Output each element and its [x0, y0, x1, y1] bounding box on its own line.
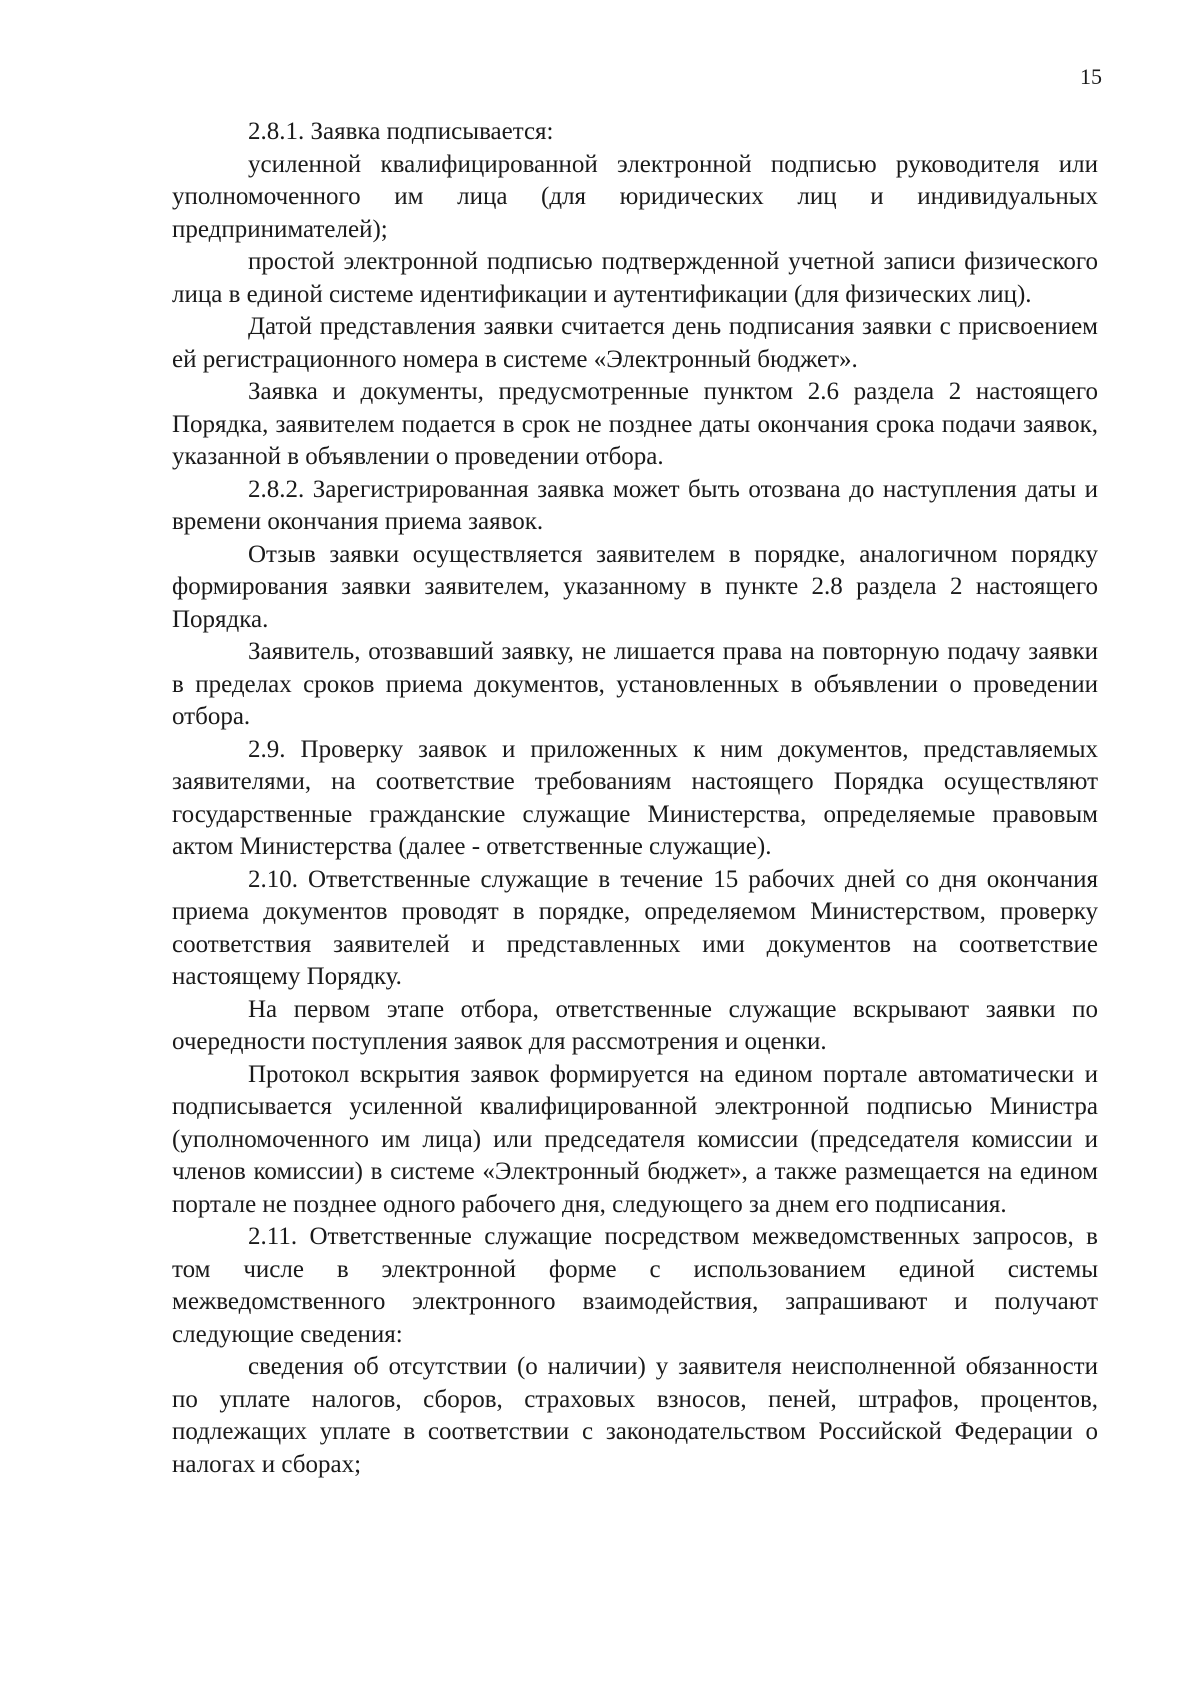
- paragraph-submission-deadline: Заявка и документы, предусмотренные пунктом 2.6 раздела 2 настоящего Порядка, заявителем подается в срок не позднее даты окончания срока подачи заявок, указанной в объявлении о проведении отбора.: [172, 378, 1098, 470]
- paragraph-withdrawal-procedure: Отзыв заявки осуществляется заявителем в порядке, аналогичном порядку формирования заявки заявителем, указанному в пункте 2.8 раздела 2 настоящего Порядка.: [172, 540, 1098, 633]
- paragraph-submission-date: Датой представления заявки считается день подписания заявки с присвоением ей регистрационного номера в системе «Электронный бюджет».: [172, 313, 1098, 373]
- paragraph-tax-information: сведения об отсутствии (о наличии) у заявителя неисполненной обязанности по уплате налогов, сборов, страховых взносов, пеней, штрафов, процентов, подлежащих уплате в соответствии с законодательством Российской Федерации о налогах и сборах;: [172, 1353, 1098, 1478]
- paragraph-2-9: 2.9. Проверку заявок и приложенных к ним документов, представляемых заявителями, на соответствие требованиям настоящего Порядка осуществляют государственные гражданские служащие Министерства, определяемые правовым актом Министерства (далее - ответственные служащие).: [172, 735, 1098, 860]
- page-number: 15: [1080, 64, 1102, 89]
- paragraph-2-8-1: 2.8.1. Заявка подписывается:: [248, 118, 554, 145]
- paragraph-2-8-2: 2.8.2. Зарегистрированная заявка может быть отозвана до наступления даты и времени окончания приема заявок.: [172, 475, 1098, 535]
- paragraph-simple-signature: простой электронной подписью подтвержденной учетной записи физического лица в единой системе идентификации и аутентификации (для физических лиц).: [172, 248, 1098, 308]
- paragraph-first-stage: На первом этапе отбора, ответственные служащие вскрывают заявки по очередности поступления заявок для рассмотрения и оценки.: [172, 995, 1098, 1055]
- paragraph-resubmission-right: Заявитель, отозвавший заявку, не лишается права на повторную подачу заявки в пределах сроков приема документов, установленных в объявлении о проведении отбора.: [172, 638, 1098, 730]
- paragraph-2-10: 2.10. Ответственные служащие в течение 15 рабочих дней со дня окончания приема документов проводят в порядке, определяемом Министерством, проверку соответствия заявителей и представленных ими документов на соответствие настоящему Порядку.: [172, 865, 1098, 990]
- paragraph-opening-protocol: Протокол вскрытия заявок формируется на едином портале автоматически и подписывается усиленной квалифицированной электронной подписью Министра (уполномоченного им лица) или председателя комиссии (председателя комиссии и членов комиссии) в системе «Электронный бюджет», а также размещается на едином портале не позднее одного рабочего дня, следующего за днем его подписания.: [172, 1060, 1098, 1218]
- paragraph-2-11: 2.11. Ответственные служащие посредством межведомственных запросов, в том числе в электронной форме с использованием единой системы межведомственного электронного взаимодействия, запрашивают и получают следующие сведения:: [172, 1223, 1098, 1348]
- paragraph-qualified-signature: усиленной квалифицированной электронной подписью руководителя или уполномоченного им лица (для юридических лиц и индивидуальных предпринимателей);: [172, 150, 1098, 243]
- document-body: [172, 116, 1098, 1481]
